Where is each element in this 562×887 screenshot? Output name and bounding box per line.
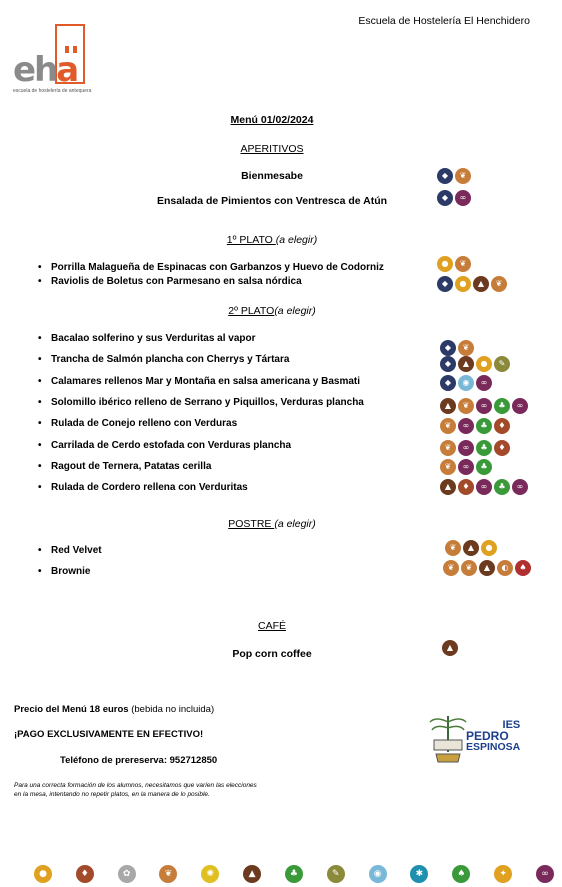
milk-icon: ▲ xyxy=(458,356,474,372)
sulphite-icon: ∞ xyxy=(536,865,554,883)
logo-subtitle: escuela de hostelería de antequera xyxy=(13,88,92,94)
celery-icon: ♣ xyxy=(285,865,303,883)
ies-name: IES PEDRO ESPINOSA xyxy=(466,719,521,753)
allergen-icons xyxy=(445,540,497,556)
menu-item: • Ragout de Ternera, Patatas cerilla xyxy=(38,461,212,472)
logo-text: eha xyxy=(13,50,78,90)
sulphite-icon: ∞ xyxy=(458,440,474,456)
fish-icon: ◆ xyxy=(437,276,453,292)
mustard-icon: ✎ xyxy=(327,865,345,883)
allergen-icons xyxy=(440,459,492,475)
payment-note: ¡PAGO EXCLUSIVAMENTE EN EFECTIVO! xyxy=(14,729,204,740)
allergen-icons xyxy=(440,356,510,372)
gluten-icon: ❦ xyxy=(458,398,474,414)
menu-item: Ensalada de Pimientos con Ventresca de Atún xyxy=(156,195,388,207)
allergen-icons xyxy=(443,560,531,576)
milk-icon: ▲ xyxy=(440,398,456,414)
allergen-icons xyxy=(440,398,528,414)
gluten-icon: ❦ xyxy=(458,340,474,356)
egg-icon: ● xyxy=(437,256,453,272)
school-name: Escuela de Hostelería El Henchidero xyxy=(358,15,530,27)
allergen-icons xyxy=(440,375,492,391)
menu-item: • Solomillo ibérico relleno de Serrano y Piquillos, Verduras plancha xyxy=(38,397,364,408)
milk-icon: ▲ xyxy=(473,276,489,292)
peanut-icon: ♦ xyxy=(76,865,94,883)
allergen-icons xyxy=(440,340,474,356)
school-logo xyxy=(13,24,117,96)
gluten-icon: ❦ xyxy=(440,418,456,434)
mollusc-icon: ◉ xyxy=(369,865,387,883)
sulphite-icon: ∞ xyxy=(476,479,492,495)
celery-icon: ♣ xyxy=(494,479,510,495)
fish-icon: ◆ xyxy=(440,340,456,356)
menu-item: • Porrilla Malagueña de Espinacas con Garbanzos y Huevo de Codorniz xyxy=(38,262,384,273)
celery-icon: ♣ xyxy=(476,440,492,456)
section-cafe: CAFÉ xyxy=(257,620,286,632)
gluten-icon: ❦ xyxy=(445,540,461,556)
sesame-icon: ✿ xyxy=(118,865,136,883)
sulphite-icon: ∞ xyxy=(476,398,492,414)
gluten-icon: ❦ xyxy=(159,865,177,883)
lupin-icon: ✺ xyxy=(201,865,219,883)
menu-title: Menú 01/02/2024 xyxy=(230,114,314,126)
section-primero: 1º PLATO (a elegir) xyxy=(226,234,318,246)
nuts-icon: ◐ xyxy=(497,560,513,576)
allergen-icons xyxy=(442,640,458,656)
allergen-legend xyxy=(34,865,554,883)
milk-icon: ▲ xyxy=(243,865,261,883)
sulphite-icon: ∞ xyxy=(476,375,492,391)
peanut-icon: ♦ xyxy=(458,479,474,495)
gluten-icon: ❦ xyxy=(440,459,456,475)
menu-item: Pop corn coffee xyxy=(232,648,312,660)
fish-icon: ◆ xyxy=(440,375,456,391)
sulphite-icon: ∞ xyxy=(455,190,471,206)
allergen-icons xyxy=(440,440,510,456)
egg-icon: ● xyxy=(481,540,497,556)
egg-icon: ● xyxy=(455,276,471,292)
sulphite-icon: ∞ xyxy=(512,398,528,414)
menu-item: • Brownie xyxy=(38,566,91,577)
gluten-icon: ❦ xyxy=(455,256,471,272)
egg-icon: ● xyxy=(476,356,492,372)
menu-item: • Rulada de Cordero rellena con Verduritas xyxy=(38,482,248,493)
egg-icon: ● xyxy=(34,865,52,883)
celery-icon: ♣ xyxy=(494,398,510,414)
peanut-icon: ♦ xyxy=(494,440,510,456)
allergen-icons xyxy=(437,190,471,206)
section-postre: POSTRE (a elegir) xyxy=(228,518,316,530)
mustard-icon: ✎ xyxy=(494,356,510,372)
section-aperitivos: APERITIVOS xyxy=(240,143,304,155)
section-segundo: 2º PLATO(a elegir) xyxy=(228,305,316,317)
reservation-phone: Teléfono de prereserva: 952712850 xyxy=(60,755,218,766)
sulphite-icon: ∞ xyxy=(458,459,474,475)
allergen-icons xyxy=(437,276,507,292)
ies-logo xyxy=(424,710,524,766)
menu-price: Precio del Menú 18 euros (bebida no incluida) xyxy=(14,704,215,715)
menu-item: • Calamares rellenos Mar y Montaña en salsa americana y Basmati xyxy=(38,376,361,387)
milk-icon: ▲ xyxy=(442,640,458,656)
milk-icon: ▲ xyxy=(479,560,495,576)
allergen-icons xyxy=(437,168,471,184)
sulphite-icon: ∞ xyxy=(458,418,474,434)
menu-item: Bienmesabe xyxy=(241,170,303,182)
gluten-icon: ❦ xyxy=(455,168,471,184)
menu-item: • Trancha de Salmón plancha con Cherrys y Tártara xyxy=(38,354,290,365)
celery-icon: ♣ xyxy=(476,418,492,434)
allergen-icons xyxy=(440,418,510,434)
allergen-icons xyxy=(437,256,471,272)
sulphite-icon: ∞ xyxy=(512,479,528,495)
menu-item: • Carrilada de Cerdo estofada con Verduras plancha xyxy=(38,440,292,451)
nuts-icon: ✦ xyxy=(494,865,512,883)
menu-item: • Raviolis de Boletus con Parmesano en salsa nórdica xyxy=(38,276,302,287)
menu-item: • Rulada de Conejo relleno con Verduras xyxy=(38,418,238,429)
gluten-icon: ❦ xyxy=(491,276,507,292)
allergen-icons xyxy=(440,479,528,495)
menu-item: • Red Velvet xyxy=(38,545,102,556)
menu-item: • Bacalao solferino y sus Verduritas al vapor xyxy=(38,333,256,344)
mollusc-icon: ◉ xyxy=(458,375,474,391)
milk-icon: ▲ xyxy=(440,479,456,495)
peanut-icon: ♦ xyxy=(494,418,510,434)
milk-icon: ▲ xyxy=(463,540,479,556)
gluten-icon: ❦ xyxy=(443,560,459,576)
fish-icon: ◆ xyxy=(440,356,456,372)
ies-emblem-icon xyxy=(428,712,468,764)
nuts-icon: ♠ xyxy=(515,560,531,576)
celery-icon: ♣ xyxy=(476,459,492,475)
gluten-icon: ❦ xyxy=(461,560,477,576)
fish-icon: ◆ xyxy=(437,168,453,184)
gluten-icon: ❦ xyxy=(440,440,456,456)
crustacean-icon: ✱ xyxy=(410,865,428,883)
student-note: Para una correcta formación de los alumnos, necesitamos que varíen las elecciones en la mesa, intentando no repetir platos, en la manera de lo posible. xyxy=(14,782,257,798)
soy-icon: ♠ xyxy=(452,865,470,883)
fish-icon: ◆ xyxy=(437,190,453,206)
